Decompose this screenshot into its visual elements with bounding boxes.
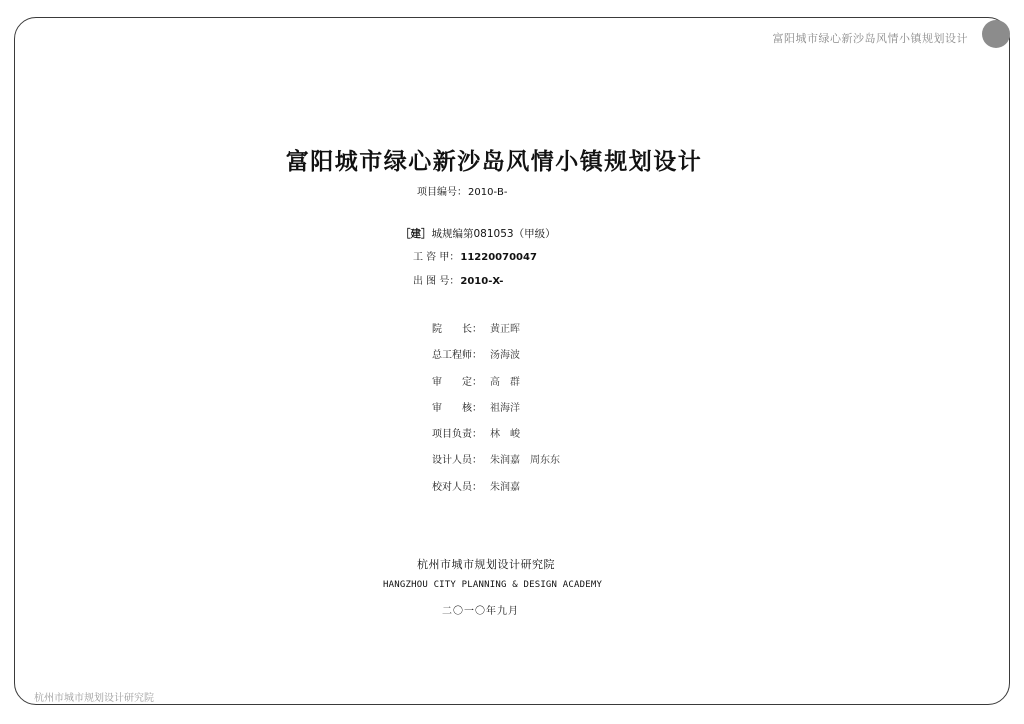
staff-row-approver xyxy=(432,373,560,399)
consulting-cert-value: 11220070047 xyxy=(460,252,537,263)
staff-name: 林 峻 xyxy=(490,429,520,441)
project-number xyxy=(417,186,508,200)
drawing-number xyxy=(413,275,503,289)
drawing-number-label: 出 图 号： xyxy=(413,276,460,287)
staff-role: 校对人员： xyxy=(432,481,482,493)
license-bracket: ［建］ xyxy=(400,228,432,240)
staff-role: 审 核： xyxy=(432,402,482,414)
staff-role: 设计人员： xyxy=(432,455,482,467)
project-number-value: 2010-B- xyxy=(468,187,508,198)
staff-row-designers xyxy=(432,451,560,477)
staff-name: 朱润嘉 周东东 xyxy=(490,455,560,467)
header-circle-icon xyxy=(982,20,1010,48)
staff-row-chief-engineer xyxy=(432,346,560,372)
staff-row-proofreader xyxy=(432,478,560,504)
staff-list xyxy=(432,320,560,504)
staff-name: 朱润嘉 xyxy=(490,481,520,493)
staff-role: 院 长： xyxy=(432,324,482,335)
staff-name: 祖海洋 xyxy=(490,402,520,414)
staff-role: 总工程师： xyxy=(432,350,482,362)
staff-name: 汤海波 xyxy=(490,350,520,362)
staff-role: 审 定： xyxy=(432,376,482,388)
institute-name-en: HANGZHOU CITY PLANNING & DESIGN ACADEMY xyxy=(383,580,603,590)
consulting-cert xyxy=(413,251,537,265)
staff-row-reviewer xyxy=(432,399,560,425)
staff-name: 高 群 xyxy=(490,376,520,388)
staff-row-project-lead xyxy=(432,425,560,451)
license-line xyxy=(400,227,556,241)
staff-row-director xyxy=(432,320,560,346)
institute-name-cn: 杭州市城市规划设计研究院 xyxy=(417,558,555,571)
consulting-cert-label: 工 咨 甲： xyxy=(413,252,460,263)
license-text: 城规编第081053（甲级） xyxy=(431,228,556,240)
document-date: 二〇一〇年九月 xyxy=(442,606,519,617)
header-title: 富阳城市绿心新沙岛风情小镇规划设计 xyxy=(772,32,968,45)
staff-name: 黄正晖 xyxy=(490,324,520,335)
footer-organization: 杭州市城市规划设计研究院 xyxy=(34,693,154,704)
staff-role: 项目负责： xyxy=(432,429,482,441)
drawing-number-value: 2010-X- xyxy=(460,276,504,287)
document-title: 富阳城市绿心新沙岛风情小镇规划设计 xyxy=(285,149,703,175)
project-number-label: 项目编号： xyxy=(417,187,467,198)
